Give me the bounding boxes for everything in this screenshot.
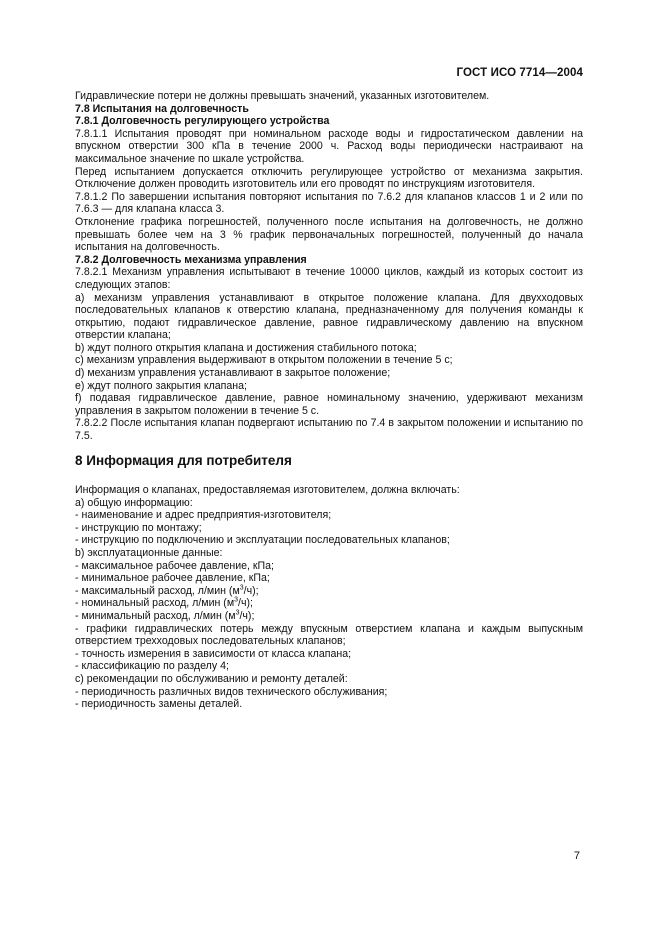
step-e: е) ждут полного закрытия клапана; bbox=[75, 379, 247, 392]
list-item: - точность измерения в зависимости от класса клапана; bbox=[75, 647, 352, 660]
paragraph-7-8-1-2: 7.8.1.2 По завершении испытания повторяют испытания по 7.6.2 для клапанов классов 1 и 2 или по 7.6.3 — для клапана класса 3. bbox=[75, 190, 583, 216]
section-8-body bbox=[75, 484, 583, 711]
paragraph-7-8-1-1: 7.8.1.1 Испытания проводят при номинальном расходе воды и гидростатическом давлении на впускном отверстии 300 кПа в течение 2000 ч. Расход воды периодически настраивают на максимальное значение по шкале устройства. bbox=[75, 127, 583, 165]
list-item-flow-nom bbox=[75, 597, 583, 610]
list-item-flow-min bbox=[75, 610, 583, 623]
section-8-intro: Информация о клапанах, предоставляемая изготовителем, должна включать: bbox=[75, 484, 460, 496]
paragraph-7-8-2-1: 7.8.2.1 Механизм управления испытывают в течение 10000 циклов, каждый из которых состоит из следующих этапов: bbox=[75, 266, 583, 291]
list-item: - периодичность различных видов технического обслуживания; bbox=[75, 685, 388, 698]
flow-min-text: - минимальный расход, л/мин (м bbox=[75, 609, 236, 622]
step-a: а) механизм управления устанавливают в открытое положение клапана. Для двухходовых последовательных клапанов к отверстию клапана, предназначенному для получения команды к открытию, подают гидравлическое давление, равное гидравлическому давлению на впускном отверстии клапана; bbox=[75, 291, 583, 342]
heading-7-8-1: 7.8.1 Долговечность регулирующего устройства bbox=[75, 115, 330, 128]
flow-max-text: - максимальный расход, л/мин (м bbox=[75, 584, 240, 597]
step-c: с) механизм управления выдерживают в открытом положении в течение 5 с; bbox=[75, 354, 453, 367]
step-f: f) подавая гидравлическое давление, равное номинальному значению, удерживают механизм управления в закрытом положении в течение 5 с. bbox=[75, 392, 583, 417]
standard-code: ГОСТ ИСО 7714—2004 bbox=[456, 67, 583, 79]
paragraph-before-test: Перед испытанием допускается отключить регулирующее устройство от механизма закрытия. Отключение должен проводить изготовитель или его проводят по инструкциям изготовителя. bbox=[75, 165, 583, 191]
list-item: - периодичность замены деталей. bbox=[75, 698, 243, 711]
paragraph-7-8-2-2: 7.8.2.2 После испытания клапан подвергают испытанию по 7.4 в закрытом положении и испытанию по 7.5. bbox=[75, 417, 583, 443]
list-c-label: с) рекомендации по обслуживанию и ремонту деталей: bbox=[75, 672, 348, 685]
heading-7-8-2: 7.8.2 Долговечность механизма управления bbox=[75, 253, 307, 266]
section-7-body bbox=[75, 90, 583, 443]
heading-7-8: 7.8 Испытания на долговечность bbox=[75, 102, 249, 115]
list-item: - минимальное рабочее давление, кПа; bbox=[75, 572, 270, 585]
list-b-label: b) эксплуатационные данные: bbox=[75, 546, 223, 559]
paragraph-hydraulic-losses: Гидравлические потери не должны превышать значений, указанных изготовителем. bbox=[75, 90, 490, 102]
list-item-flow-max bbox=[75, 585, 583, 598]
step-b: b) ждут полного открытия клапана и достижения стабильного потока; bbox=[75, 341, 417, 354]
superscript: 3 bbox=[235, 609, 240, 617]
list-item: - наименование и адрес предприятия-изготовителя; bbox=[75, 509, 332, 522]
paragraph-deviation: Отклонение графика погрешностей, полученного после испытания на долговечность, не должно превышать более чем на 3 % график первоначальных погрешностей, полученный до начала испытания на долговечность. bbox=[75, 215, 583, 254]
list-a-label: а) общую информацию: bbox=[75, 496, 193, 509]
flow-suffix: /ч); bbox=[238, 597, 253, 610]
section-8-heading: 8 Информация для потребителя bbox=[75, 453, 292, 468]
list-item: - классификацию по разделу 4; bbox=[75, 660, 229, 673]
flow-suffix: /ч); bbox=[243, 584, 259, 597]
step-d: d) механизм управления устанавливают в закрытое положение; bbox=[75, 367, 391, 380]
superscript: 3 bbox=[239, 584, 244, 592]
list-item: - максимальное рабочее давление, кПа; bbox=[75, 559, 274, 572]
list-item: - инструкцию по монтажу; bbox=[75, 521, 202, 534]
flow-suffix: /ч); bbox=[239, 609, 255, 622]
list-item: - графики гидравлических потерь между впускным отверстием клапана и каждым выпускным отверстием трехходовых последовательных клапанов; bbox=[75, 622, 583, 648]
flow-nom-text: - номинальный расход, л/мин (м bbox=[75, 597, 235, 610]
list-item: - инструкцию по подключению и эксплуатации последовательных клапанов; bbox=[75, 534, 450, 547]
page-number: 7 bbox=[573, 850, 580, 862]
superscript: 3 bbox=[234, 596, 239, 604]
